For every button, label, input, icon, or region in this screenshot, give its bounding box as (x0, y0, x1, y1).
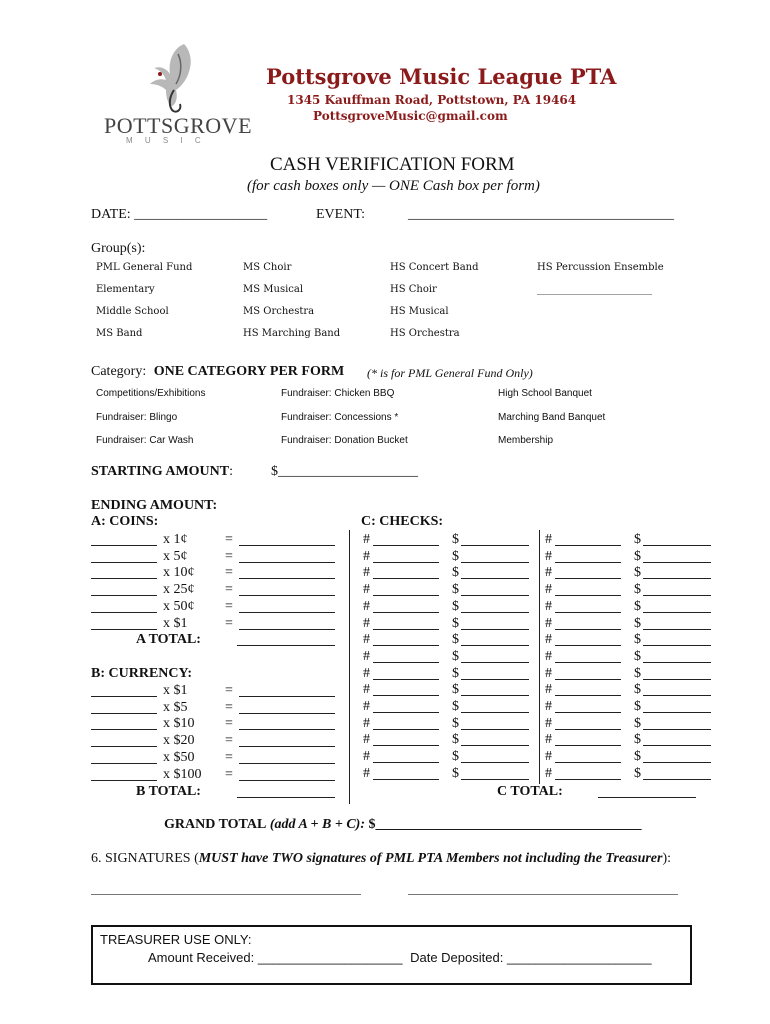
equals-sign: = (225, 749, 233, 765)
equals-sign: = (225, 766, 233, 782)
group-option[interactable]: MS Choir (243, 262, 292, 273)
check-number-sign: # (545, 732, 552, 748)
divider-checks (539, 530, 540, 784)
check-amount-blank[interactable] (461, 545, 529, 546)
check-number-sign: # (363, 765, 370, 781)
date-deposited-blank[interactable]: ____________________ (506, 950, 652, 965)
check-dollar-sign: $ (452, 715, 459, 731)
amount-blank[interactable] (239, 629, 335, 630)
c-total-blank[interactable] (598, 797, 696, 798)
check-number-sign: # (545, 565, 552, 581)
currency-denomination: x $10 (163, 716, 195, 732)
check-amount-blank[interactable] (643, 679, 711, 680)
check-amount-blank[interactable] (461, 562, 529, 563)
check-dollar-sign: $ (452, 682, 459, 698)
amount-blank[interactable] (239, 545, 335, 546)
check-dollar-sign: $ (634, 548, 641, 564)
check-number-blank[interactable] (373, 612, 439, 613)
check-number-blank[interactable] (555, 679, 621, 680)
check-dollar-sign: $ (634, 582, 641, 598)
check-number-blank[interactable] (555, 612, 621, 613)
currency-denomination: x $5 (163, 699, 188, 715)
check-number-sign: # (363, 565, 370, 581)
date-label: DATE: (91, 207, 131, 222)
check-number-blank[interactable] (555, 779, 621, 780)
logo (96, 40, 253, 150)
org-title: Pottsgrove Music League PTA (266, 64, 617, 89)
quantity-blank[interactable] (91, 696, 157, 697)
check-number-sign: # (545, 665, 552, 681)
coin-denomination: x 1¢ (163, 532, 188, 547)
check-number-blank[interactable] (555, 729, 621, 730)
check-number-sign: # (545, 548, 552, 564)
equals-sign: = (225, 548, 233, 564)
check-dollar-sign: $ (634, 632, 641, 648)
bird-treble-clef-icon (96, 40, 246, 115)
check-number-sign: # (363, 615, 370, 631)
group-option[interactable]: MS Musical (243, 284, 304, 295)
currency-denomination: x $1 (163, 683, 188, 698)
check-amount-blank[interactable] (461, 679, 529, 680)
check-dollar-sign: $ (634, 732, 641, 748)
group-option[interactable]: HS Musical (390, 306, 449, 317)
signature-line-2[interactable] (408, 894, 678, 895)
check-number-sign: # (363, 598, 370, 614)
check-dollar-sign: $ (452, 615, 459, 631)
date-deposited-label: Date Deposited: (410, 950, 504, 965)
check-number-blank[interactable] (373, 762, 439, 763)
check-amount-blank[interactable] (461, 712, 529, 713)
category-option[interactable]: Fundraiser: Concessions * (281, 412, 399, 423)
check-number-blank[interactable] (555, 745, 621, 746)
check-number-sign: # (545, 699, 552, 714)
logo-name: POTTSGROVE (104, 113, 253, 138)
check-amount-blank[interactable] (643, 712, 711, 713)
quantity-blank[interactable] (91, 545, 157, 546)
check-number-sign: # (363, 699, 370, 714)
quantity-blank[interactable] (91, 780, 157, 781)
group-option[interactable]: PML General Fund (96, 262, 193, 273)
starting-amount-label (91, 464, 233, 480)
currency-label: B: CURRENCY: (91, 666, 192, 681)
equals-sign: = (225, 582, 233, 598)
signatures-suffix: ): (662, 851, 672, 866)
check-number-sign: # (363, 632, 370, 648)
ending-amount-label: ENDING AMOUNT: (91, 498, 218, 513)
check-dollar-sign: $ (634, 665, 641, 681)
amount-blank[interactable] (239, 562, 335, 563)
check-amount-blank[interactable] (643, 695, 711, 696)
currency-denomination: x $50 (163, 749, 195, 765)
equals-sign: = (225, 716, 233, 732)
equals-sign: = (225, 733, 233, 749)
starting-amount-value[interactable]: $____________________ (271, 464, 418, 479)
category-emphasis: ONE CATEGORY PER FORM (153, 364, 345, 379)
b-total-label: B TOTAL: (136, 784, 201, 799)
check-number-blank[interactable] (373, 679, 439, 680)
coin-denomination: x 50¢ (163, 598, 195, 614)
check-number-blank[interactable] (373, 562, 439, 563)
logo-sub: M U S I C (126, 136, 206, 145)
equals-sign: = (225, 615, 233, 631)
quantity-blank[interactable] (91, 612, 157, 613)
check-dollar-sign: $ (452, 665, 459, 681)
check-dollar-sign: $ (452, 699, 459, 714)
org-address: 1345 Kauffman Road, Pottstown, PA 19464 (287, 93, 577, 107)
check-number-sign: # (545, 765, 552, 781)
check-dollar-sign: $ (634, 749, 641, 765)
check-dollar-sign: $ (452, 532, 459, 547)
coin-denomination: x 25¢ (163, 582, 195, 598)
check-dollar-sign: $ (452, 582, 459, 598)
equals-sign: = (225, 532, 233, 547)
check-number-blank[interactable] (555, 629, 621, 630)
category-option[interactable]: High School Banquet (498, 388, 592, 399)
check-amount-blank[interactable] (461, 762, 529, 763)
check-number-blank[interactable] (373, 695, 439, 696)
check-dollar-sign: $ (634, 715, 641, 731)
check-amount-blank[interactable] (643, 629, 711, 630)
check-number-sign: # (363, 532, 370, 547)
treasurer-title: TREASURER USE ONLY: (100, 932, 252, 947)
currency-denomination: x $20 (163, 733, 195, 749)
check-amount-blank[interactable] (461, 578, 529, 579)
signatures-heading (91, 851, 671, 867)
check-number-sign: # (545, 582, 552, 598)
check-number-sign: # (363, 582, 370, 598)
category-option[interactable]: Membership (498, 435, 554, 446)
check-number-sign: # (363, 548, 370, 564)
category-option[interactable]: Competitions/Exhibitions (96, 388, 206, 399)
check-number-sign: # (545, 598, 552, 614)
starting-label: STARTING AMOUNT (91, 464, 230, 479)
check-amount-blank[interactable] (643, 578, 711, 579)
category-option[interactable]: Fundraiser: Blingo (96, 412, 178, 423)
equals-sign: = (225, 565, 233, 581)
equals-sign: = (225, 683, 233, 698)
grand-total-value[interactable]: $______________________________________ (368, 817, 642, 832)
check-dollar-sign: $ (634, 699, 641, 714)
check-number-sign: # (363, 648, 370, 664)
a-total-label: A TOTAL: (136, 632, 201, 647)
group-option[interactable]: HS Choir (390, 284, 437, 295)
group-option[interactable]: HS Marching Band (243, 328, 341, 339)
check-amount-blank[interactable] (461, 729, 529, 730)
check-amount-blank[interactable] (461, 779, 529, 780)
b-total-blank[interactable] (237, 797, 335, 798)
quantity-blank[interactable] (91, 629, 157, 630)
coin-denomination: x 10¢ (163, 565, 195, 581)
check-number-blank[interactable] (373, 712, 439, 713)
starting-colon: : (229, 464, 233, 479)
group-option[interactable]: _______________________ (537, 284, 652, 295)
category-label: Category: (91, 364, 147, 379)
check-number-blank[interactable] (555, 578, 621, 579)
check-amount-blank[interactable] (643, 662, 711, 663)
check-dollar-sign: $ (452, 732, 459, 748)
check-number-blank[interactable] (555, 762, 621, 763)
check-dollar-sign: $ (452, 565, 459, 581)
check-number-blank[interactable] (373, 545, 439, 546)
treasurer-box (91, 925, 692, 985)
category-note: (* is for PML General Fund Only) (367, 366, 533, 380)
date-field[interactable] (91, 207, 267, 223)
group-option[interactable]: Middle School (96, 306, 169, 317)
a-total-blank[interactable] (237, 645, 335, 646)
treasurer-fields (148, 950, 652, 965)
check-number-sign: # (363, 715, 370, 731)
check-number-blank[interactable] (555, 712, 621, 713)
quantity-blank[interactable] (91, 578, 157, 579)
category-option[interactable]: Fundraiser: Donation Bucket (281, 435, 408, 446)
check-dollar-sign: $ (452, 765, 459, 781)
check-amount-blank[interactable] (643, 729, 711, 730)
check-amount-blank[interactable] (643, 779, 711, 780)
check-dollar-sign: $ (634, 598, 641, 614)
check-amount-blank[interactable] (461, 629, 529, 630)
grand-total-label: GRAND TOTAL (164, 817, 267, 832)
quantity-blank[interactable] (91, 729, 157, 730)
check-amount-blank[interactable] (461, 612, 529, 613)
date-blank[interactable]: ___________________ (134, 207, 268, 222)
check-number-blank[interactable] (373, 578, 439, 579)
amount-blank[interactable] (239, 713, 335, 714)
check-dollar-sign: $ (634, 765, 641, 781)
check-dollar-sign: $ (452, 548, 459, 564)
group-option[interactable]: MS Band (96, 328, 143, 339)
check-number-sign: # (545, 749, 552, 765)
category-option[interactable]: Marching Band Banquet (498, 412, 606, 423)
event-label: EVENT: (316, 207, 366, 222)
check-number-blank[interactable] (373, 662, 439, 663)
form-subtitle: (for cash boxes only — ONE Cash box per form) (247, 178, 540, 194)
check-number-sign: # (545, 682, 552, 698)
check-amount-blank[interactable] (461, 595, 529, 596)
form-title: CASH VERIFICATION FORM (270, 154, 515, 175)
check-number-blank[interactable] (555, 562, 621, 563)
check-number-blank[interactable] (373, 779, 439, 780)
check-number-sign: # (545, 532, 552, 547)
quantity-blank[interactable] (91, 595, 157, 596)
signature-line-1[interactable] (91, 894, 361, 895)
amount-received-label: Amount Received: (148, 950, 255, 965)
check-number-blank[interactable] (373, 595, 439, 596)
group-option[interactable]: HS Orchestra (390, 328, 460, 339)
checks-label: C: CHECKS: (361, 514, 444, 529)
check-number-blank[interactable] (373, 729, 439, 730)
check-dollar-sign: $ (634, 682, 641, 698)
check-number-sign: # (545, 615, 552, 631)
check-number-blank[interactable] (373, 645, 439, 646)
amount-blank[interactable] (239, 763, 335, 764)
signatures-prefix: 6. SIGNATURES ( (91, 851, 199, 866)
check-amount-blank[interactable] (643, 562, 711, 563)
check-number-blank[interactable] (373, 745, 439, 746)
check-amount-blank[interactable] (461, 745, 529, 746)
check-number-sign: # (363, 732, 370, 748)
check-dollar-sign: $ (452, 632, 459, 648)
check-number-sign: # (363, 749, 370, 765)
check-amount-blank[interactable] (643, 645, 711, 646)
check-dollar-sign: $ (634, 648, 641, 664)
check-dollar-sign: $ (634, 615, 641, 631)
coins-label: A: COINS: (91, 514, 159, 529)
check-number-sign: # (363, 682, 370, 698)
amount-blank[interactable] (239, 595, 335, 596)
check-number-blank[interactable] (555, 695, 621, 696)
category-option[interactable]: Fundraiser: Chicken BBQ (281, 388, 395, 399)
check-amount-blank[interactable] (643, 612, 711, 613)
check-number-blank[interactable] (555, 545, 621, 546)
category-heading (91, 364, 344, 380)
check-dollar-sign: $ (452, 598, 459, 614)
equals-sign: = (225, 598, 233, 614)
check-number-sign: # (545, 715, 552, 731)
quantity-blank[interactable] (91, 562, 157, 563)
amount-blank[interactable] (239, 780, 335, 781)
group-option[interactable]: MS Orchestra (243, 306, 315, 317)
check-number-blank[interactable] (373, 629, 439, 630)
org-email: PottsgroveMusic@gmail.com (313, 109, 508, 123)
check-amount-blank[interactable] (643, 762, 711, 763)
c-total-label: C TOTAL: (497, 784, 563, 799)
group-option[interactable]: Elementary (96, 284, 155, 295)
amount-blank[interactable] (239, 578, 335, 579)
check-number-blank[interactable] (555, 595, 621, 596)
currency-denomination: x $100 (163, 766, 202, 782)
group-option[interactable]: HS Concert Band (390, 262, 479, 273)
check-dollar-sign: $ (452, 648, 459, 664)
check-amount-blank[interactable] (643, 595, 711, 596)
check-amount-blank[interactable] (461, 662, 529, 663)
amount-blank[interactable] (239, 746, 335, 747)
check-number-sign: # (545, 648, 552, 664)
amount-blank[interactable] (239, 696, 335, 697)
check-number-sign: # (363, 665, 370, 681)
amount-blank[interactable] (239, 612, 335, 613)
coin-denomination: x 5¢ (163, 548, 188, 564)
category-option[interactable]: Fundraiser: Car Wash (96, 435, 194, 446)
grand-total-formula: (add A + B + C): (269, 817, 365, 832)
amount-blank[interactable] (239, 729, 335, 730)
equals-sign: = (225, 699, 233, 715)
grand-total (164, 817, 641, 833)
coin-denomination: x $1 (163, 615, 188, 631)
check-number-sign: # (545, 632, 552, 648)
check-amount-blank[interactable] (461, 695, 529, 696)
check-dollar-sign: $ (452, 749, 459, 765)
check-number-blank[interactable] (555, 645, 621, 646)
check-amount-blank[interactable] (643, 545, 711, 546)
check-number-blank[interactable] (555, 662, 621, 663)
quantity-blank[interactable] (91, 713, 157, 714)
amount-received-blank[interactable]: ____________________ (257, 950, 403, 965)
event-blank[interactable]: ______________________________________ (408, 207, 674, 222)
check-amount-blank[interactable] (643, 745, 711, 746)
quantity-blank[interactable] (91, 763, 157, 764)
quantity-blank[interactable] (91, 746, 157, 747)
check-amount-blank[interactable] (461, 645, 529, 646)
check-dollar-sign: $ (634, 532, 641, 547)
group-option[interactable]: HS Percussion Ensemble (537, 262, 664, 273)
check-dollar-sign: $ (634, 565, 641, 581)
divider-left (349, 530, 350, 804)
signatures-emphasis: MUST have TWO signatures of PML PTA Members not including the Treasurer (198, 851, 663, 866)
groups-label: Group(s): (91, 241, 146, 256)
